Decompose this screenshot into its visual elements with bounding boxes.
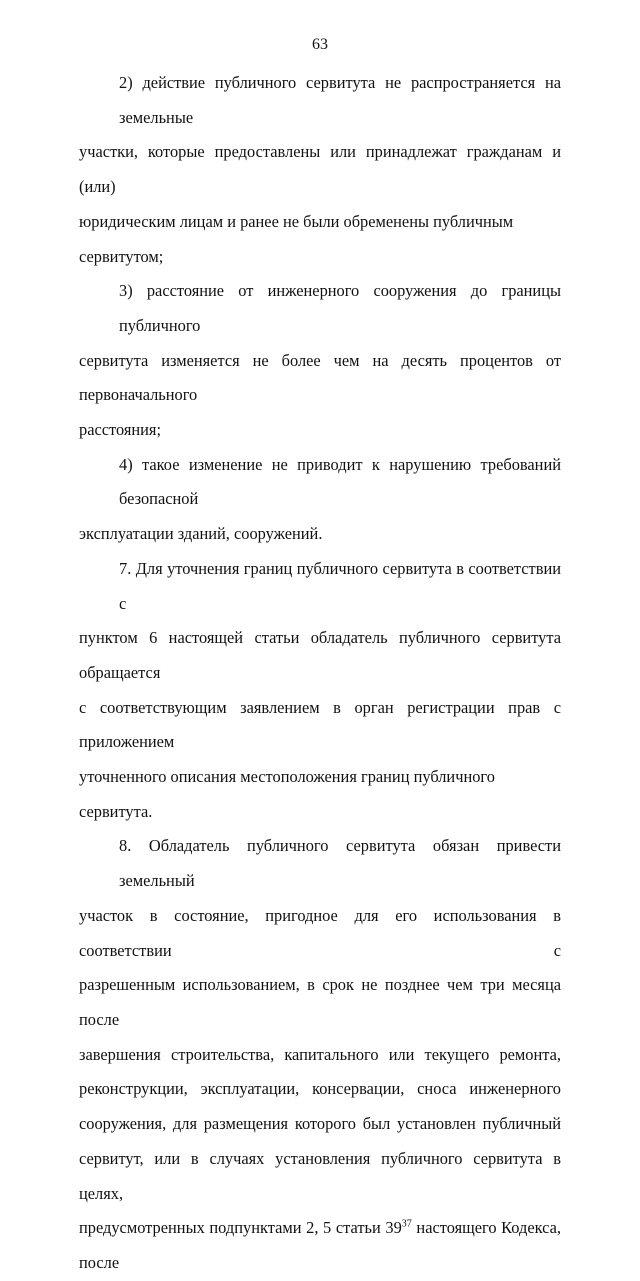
- text-line: разрешенным использованием, в срок не позднее чем три месяца после: [79, 975, 561, 1029]
- document-body: [79, 66, 561, 1281]
- text-line: реконструкции, эксплуатации, консервации, сноса инженерного: [79, 1079, 561, 1099]
- text-line: эксплуатации зданий, сооружений.: [79, 524, 323, 544]
- text-line: сооружения, для размещения которого был установлен публичный: [79, 1114, 561, 1134]
- text-line: юридическим лицам и ранее не были обременены публичным сервитутом;: [79, 211, 514, 266]
- paragraph-item-2: [79, 66, 561, 274]
- paragraph-section-8: [79, 829, 561, 1280]
- paragraph-section-7: [79, 552, 561, 830]
- text-line: завершения строительства, капитального или текущего ремонта,: [79, 1044, 561, 1064]
- text-line: участок в состояние, пригодное для его использования в соответствии с: [79, 905, 561, 960]
- superscript-article-number: 37: [401, 1218, 412, 1230]
- text-line: 8. Обладатель публичного сервитута обязан привести земельный: [119, 836, 561, 891]
- paragraph-item-3: [79, 274, 561, 448]
- text-line: 3) расстояние от инженерного сооружения до границы публичного: [119, 281, 561, 335]
- text-line: 2) действие публичного сервитута не распространяется на земельные: [119, 73, 561, 127]
- text-line: расстояния;: [79, 420, 162, 440]
- text-line: с соответствующим заявлением в орган регистрации прав с приложением: [79, 697, 561, 752]
- text-fragment: предусмотренных подпунктами 2, 5 статьи 39: [79, 1218, 402, 1238]
- text-line-with-superscript: [79, 1211, 561, 1280]
- text-line: уточненного описания местоположения границ публичного сервитута.: [79, 767, 495, 821]
- page-number: 63: [312, 36, 328, 53]
- text-line: пунктом 6 настоящей статьи обладатель публичного сервитута обращается: [79, 628, 561, 682]
- text-line: 4) такое изменение не приводит к нарушению требований безопасной: [119, 454, 561, 509]
- text-line: сервитут, или в случаях установления публичного сервитута в целях,: [79, 1148, 561, 1203]
- text-line: сервитута изменяется не более чем на десять процентов от первоначального: [79, 350, 561, 405]
- text-line: участки, которые предоставлены или принадлежат гражданам и (или): [79, 142, 561, 197]
- paragraph-item-4: [79, 448, 561, 552]
- text-line: 7. Для уточнения границ публичного сервитута в соответствии с: [119, 558, 561, 613]
- text-fragment: настоящего Кодекса, после: [79, 1218, 562, 1272]
